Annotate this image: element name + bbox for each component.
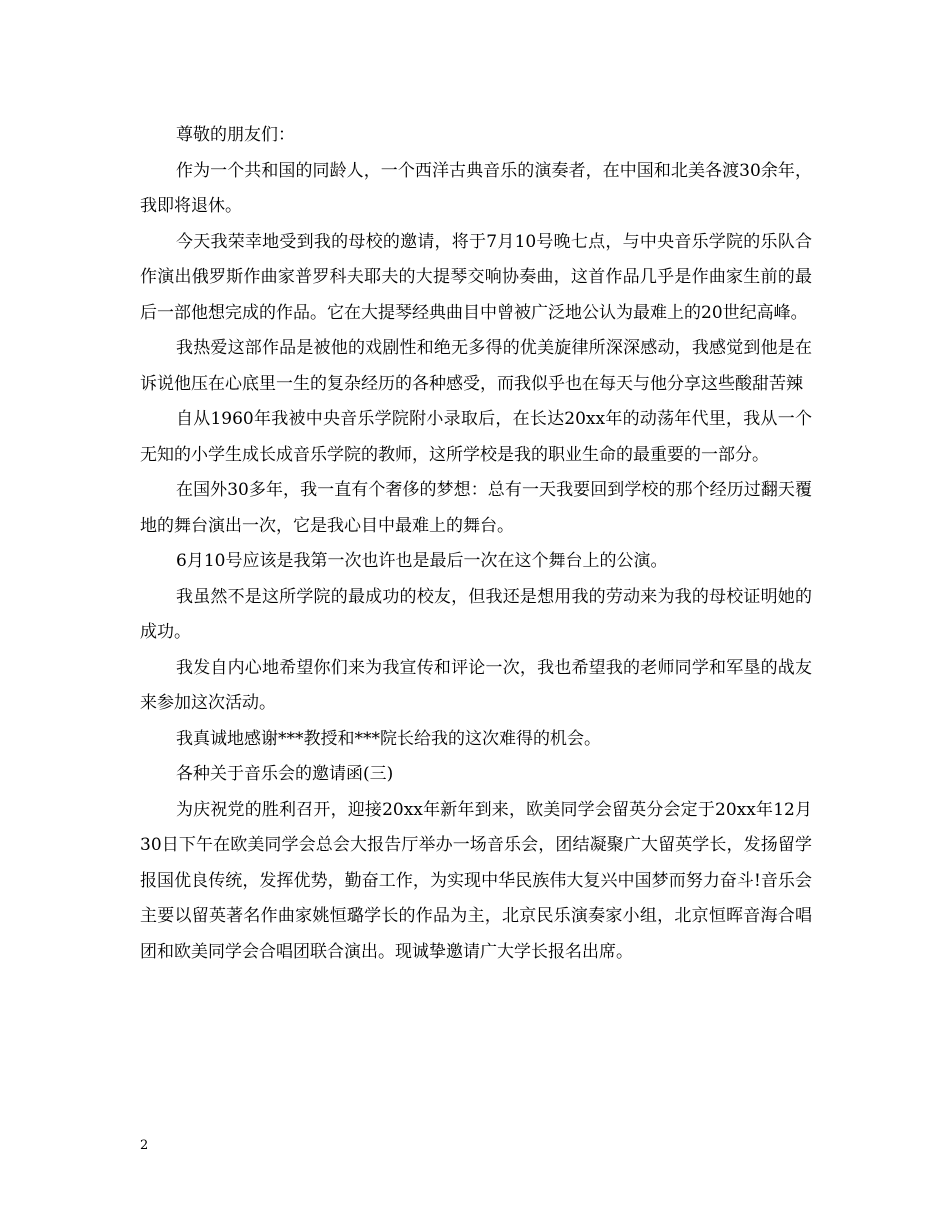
paragraph: 我发自内心地希望你们来为我宣传和评论一次，我也希望我的老师同学和军垦的战友来参加这次活动。 bbox=[140, 657, 812, 713]
section-heading: 各种关于音乐会的邀请函(三) bbox=[176, 764, 394, 784]
paragraph: 我真诚地感谢***教授和***院长给我的这次难得的机会。 bbox=[176, 728, 601, 749]
page-number: 2 bbox=[140, 1138, 149, 1153]
paragraph-greeting: 尊敬的朋友们： bbox=[176, 125, 295, 145]
paragraph: 我热爱这部作品是被他的戏剧性和绝无多得的优美旋律所深深感动，我感觉到他是在诉说他压在心底里一生的复杂经历的各种感受，而我似乎也在每天与他分享这些酸甜苦辣 bbox=[140, 338, 812, 394]
paragraph: 今天我荣幸地受到我的母校的邀请，将于7月10号晚七点，与中央音乐学院的乐队合作演出俄罗斯作曲家普罗科夫耶夫的大提琴交响协奏曲，这首作品几乎是作曲家生前的最后一部他想完成的作品。它在大提琴经典曲目中曾被广泛地公认为最难上的20世纪高峰。 bbox=[140, 231, 812, 323]
paragraph: 自从1960年我被中央音乐学院附小录取后，在长达20xx年的动荡年代里，我从一个无知的小学生成长成音乐学院的教师，这所学校是我的职业生命的最重要的一部分。 bbox=[140, 409, 812, 465]
paragraph: 为庆祝党的胜利召开，迎接20xx年新年到来，欧美同学会留英分会定于20xx年12月30日下午在欧美同学会总会大报告厅举办一场音乐会，团结凝聚广大留英学长，发扬留学报国优良传统，发挥优势，勤奋工作，为实现中华民族伟大复兴中国梦而努力奋斗!音乐会主要以留英著名作曲家姚恒璐学长的作品为主，北京民乐演奏家小组，北京恒晖音海合唱团和欧美同学会合唱团联合演出。现诚挚邀请广大学长报名出席。 bbox=[140, 799, 812, 962]
paragraph: 我虽然不是这所学院的最成功的校友，但我还是想用我的劳动来为我的母校证明她的成功。 bbox=[140, 586, 812, 642]
paragraph: 6月10号应该是我第一次也许也是最后一次在这个舞台上的公演。 bbox=[176, 551, 668, 571]
paragraph: 在国外30多年，我一直有个奢侈的梦想：总有一天我要回到学校的那个经历过翻天覆地的舞台演出一次，它是我心目中最难上的舞台。 bbox=[140, 480, 812, 536]
document-body bbox=[140, 118, 812, 970]
paragraph: 作为一个共和国的同龄人，一个西洋古典音乐的演奏者，在中国和北美各渡30余年，我即将退休。 bbox=[140, 160, 812, 216]
